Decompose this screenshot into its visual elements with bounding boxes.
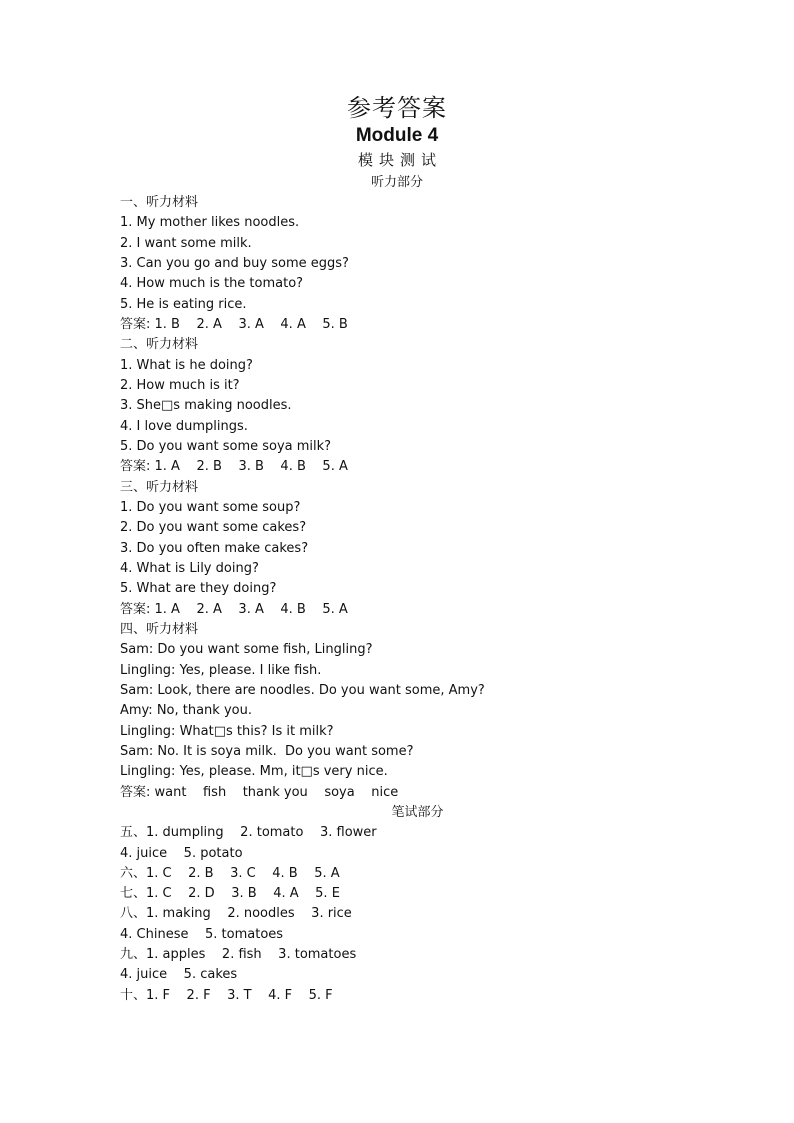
written-answer-line: 九、1. apples 2. fish 3. tomatoes xyxy=(120,947,357,963)
text-line: 5. What are they doing? xyxy=(120,581,277,597)
dialogue-line: Sam: Look, there are noodles. Do you want some, Amy? xyxy=(120,682,485,698)
text-line: 3. She□s making noodles. xyxy=(120,398,292,414)
text-line: 2. Do you want some cakes? xyxy=(120,520,307,536)
answer-key-title: 参考答案 xyxy=(347,94,447,122)
text-line: 4. How much is the tomato? xyxy=(120,276,304,292)
listening-part-title: 听力部分 xyxy=(370,175,423,190)
test-subtitle: 模块测试 xyxy=(357,151,442,169)
written-answer-line: 七、1. C 2. D 3. B 4. A 5. E xyxy=(120,886,340,902)
written-answer-line: 4. Chinese 5. tomatoes xyxy=(120,926,284,942)
text-line: 4. What is Lily doing? xyxy=(120,560,259,576)
text-line: 5. Do you want some soya milk? xyxy=(120,438,332,454)
text-line: 1. My mother likes noodles. xyxy=(120,215,300,231)
dialogue-line: Sam: Do you want some fish, Lingling? xyxy=(120,642,373,658)
dialogue-line: Sam: No. It is soya milk. Do you want some? xyxy=(120,743,414,759)
answer-line: 答案: 1. B 2. A 3. A 4. A 5. B xyxy=(120,316,348,332)
written-answer-line: 五、1. dumpling 2. tomato 3. flower xyxy=(120,825,377,841)
module-title: Module 4 xyxy=(355,125,439,146)
written-part-title: 笔试部分 xyxy=(391,804,444,820)
section-heading: 四、听力材料 xyxy=(120,621,199,637)
dialogue-line: Lingling: What□s this? Is it milk? xyxy=(120,723,334,739)
written-answer-line: 4. juice 5. potato xyxy=(120,845,243,861)
section-heading: 二、听力材料 xyxy=(120,337,199,353)
document-header xyxy=(0,93,794,194)
answer-line: 答案: 1. A 2. B 3. B 4. B 5. A xyxy=(120,459,348,475)
answer-content xyxy=(120,193,680,1006)
section-heading: 一、听力材料 xyxy=(120,195,199,210)
dialogue-line: Lingling: Yes, please. Mm, it□s very nice. xyxy=(120,764,388,780)
dialogue-line: Lingling: Yes, please. I like fish. xyxy=(120,662,322,678)
answer-line: 答案: want fish thank you soya nice xyxy=(120,784,399,800)
text-line: 5. He is eating rice. xyxy=(120,296,247,312)
written-answer-line: 4. juice 5. cakes xyxy=(120,967,238,983)
section-heading: 三、听力材料 xyxy=(120,479,199,495)
dialogue-line: Amy: No, thank you. xyxy=(120,703,252,719)
text-line: 3. Do you often make cakes? xyxy=(120,540,309,556)
written-answer-line: 十、1. F 2. F 3. T 4. F 5. F xyxy=(120,987,333,1003)
text-line: 2. How much is it? xyxy=(120,377,240,393)
text-line: 4. I love dumplings. xyxy=(120,418,248,434)
text-line: 2. I want some milk. xyxy=(120,235,252,251)
written-answer-line: 八、1. making 2. noodles 3. rice xyxy=(120,906,352,922)
text-line: 3. Can you go and buy some eggs? xyxy=(120,255,349,271)
answer-line: 答案: 1. A 2. A 3. A 4. B 5. A xyxy=(120,601,348,617)
text-line: 1. What is he doing? xyxy=(120,357,253,373)
text-line: 1. Do you want some soup? xyxy=(120,499,301,515)
written-answer-line: 六、1. C 2. B 3. C 4. B 5. A xyxy=(120,865,340,881)
